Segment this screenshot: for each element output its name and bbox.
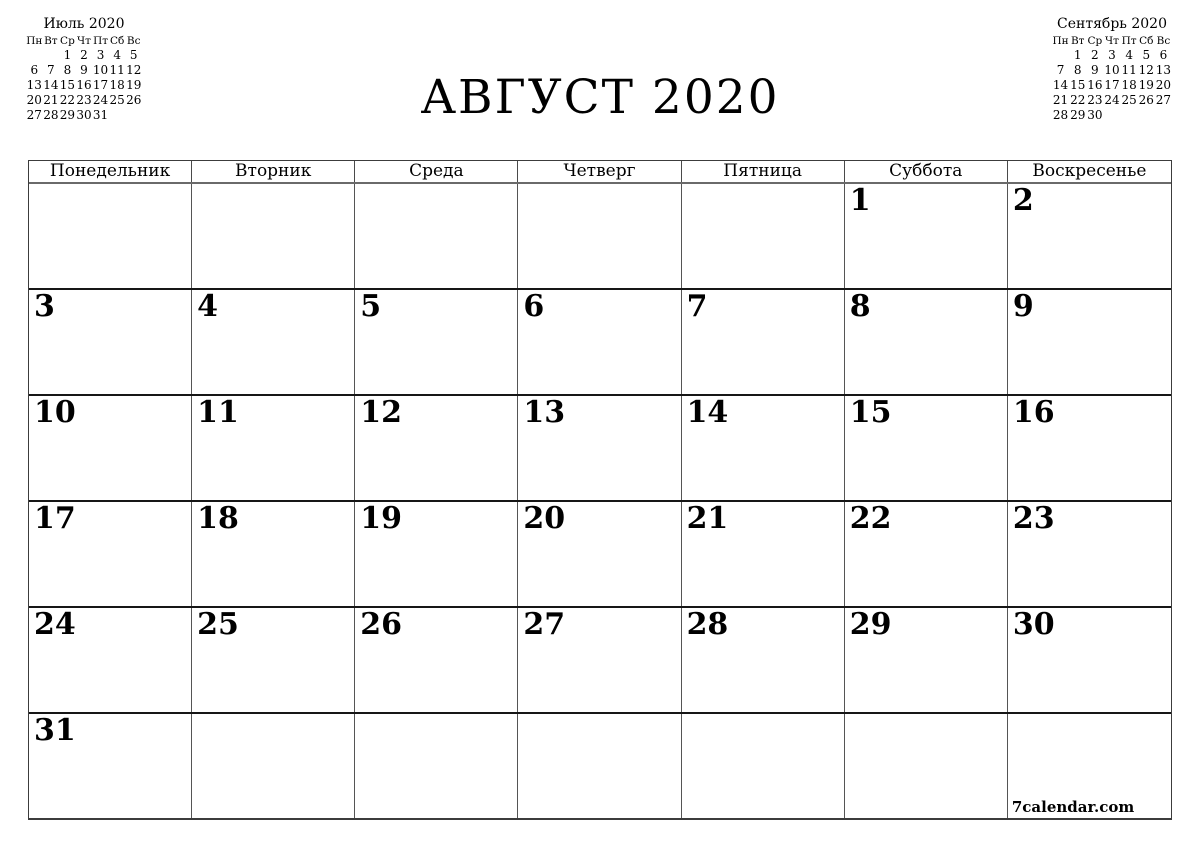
mini-day: 28 xyxy=(43,108,59,122)
mini-day: 9 xyxy=(80,63,88,77)
watermark-text: 7calendar.com xyxy=(1011,798,1135,816)
month-grid xyxy=(28,160,1172,820)
day-number: 12 xyxy=(360,395,403,430)
day-cell xyxy=(355,714,518,818)
mini-day xyxy=(1052,48,1069,63)
day-cell xyxy=(192,714,355,818)
mini-day-header: Вт xyxy=(1070,35,1085,47)
day-number: 20 xyxy=(523,501,566,536)
day-cell xyxy=(682,502,845,606)
mini-day: 10 xyxy=(92,63,109,77)
mini-day-header: Сб xyxy=(109,35,125,47)
day-cell xyxy=(845,290,1008,394)
day-cell xyxy=(192,396,355,500)
day-number: 8 xyxy=(849,289,871,324)
day-cell xyxy=(355,184,518,288)
mini-day: 6 xyxy=(1159,48,1168,62)
mini-day: 12 xyxy=(1138,63,1154,77)
mini-day: 4 xyxy=(1125,48,1133,62)
weekday-header-monday: Понедельник xyxy=(29,161,192,182)
mini-calendar-july-title: Июль 2020 xyxy=(43,16,125,32)
mini-day: 4 xyxy=(113,48,121,62)
page-title: АВГУСТ 2020 xyxy=(420,70,780,125)
day-cell xyxy=(29,184,192,288)
mini-day: 22 xyxy=(59,93,76,107)
mini-day: 20 xyxy=(1155,78,1172,92)
day-cell xyxy=(1008,184,1171,288)
day-number: 9 xyxy=(1012,289,1034,324)
mini-day: 15 xyxy=(59,78,76,92)
mini-day: 3 xyxy=(96,48,105,62)
mini-day: 8 xyxy=(63,63,72,77)
mini-day: 27 xyxy=(1155,93,1172,107)
mini-day: 25 xyxy=(1121,93,1137,107)
weekday-header-friday: Пятница xyxy=(682,161,845,182)
mini-day: 12 xyxy=(126,63,142,77)
mini-day-header: Ср xyxy=(60,35,75,47)
day-cell xyxy=(355,396,518,500)
mini-day: 22 xyxy=(1070,93,1086,107)
mini-day: 8 xyxy=(1073,63,1082,77)
day-cell xyxy=(518,290,681,394)
day-number: 1 xyxy=(849,183,871,218)
day-cell xyxy=(845,396,1008,500)
mini-day: 7 xyxy=(47,63,55,77)
day-cell xyxy=(29,502,192,606)
day-cell xyxy=(192,184,355,288)
day-cell xyxy=(1008,396,1171,500)
day-cell xyxy=(1008,608,1171,712)
mini-day: 24 xyxy=(92,93,109,107)
day-number: 27 xyxy=(523,607,566,642)
mini-day: 18 xyxy=(1121,78,1137,92)
day-cell xyxy=(518,502,681,606)
mini-calendar-september xyxy=(1052,16,1172,123)
day-cell xyxy=(29,396,192,500)
day-cell xyxy=(518,714,681,818)
mini-day: 30 xyxy=(76,108,92,122)
week-row xyxy=(29,396,1171,502)
mini-day: 17 xyxy=(1104,78,1120,92)
mini-day: 18 xyxy=(109,78,125,92)
day-number: 14 xyxy=(686,395,729,430)
day-cell xyxy=(355,290,518,394)
mini-calendar-september-grid xyxy=(1052,35,1172,123)
day-cell xyxy=(1008,714,1171,818)
day-number: 13 xyxy=(523,395,566,430)
week-row xyxy=(29,290,1171,396)
mini-day-header: Вс xyxy=(126,35,141,47)
mini-day: 20 xyxy=(26,93,42,107)
day-cell xyxy=(192,608,355,712)
mini-day xyxy=(1155,108,1172,123)
mini-day-header: Пт xyxy=(1121,35,1137,47)
mini-day xyxy=(1103,108,1120,123)
day-cell xyxy=(682,714,845,818)
week-row xyxy=(29,184,1171,290)
day-cell xyxy=(29,608,192,712)
week-row xyxy=(29,502,1171,608)
weekday-header-wednesday: Среда xyxy=(355,161,518,182)
weekday-header-sunday: Воскресенье xyxy=(1032,161,1147,181)
mini-day: 11 xyxy=(1121,63,1137,77)
day-number: 18 xyxy=(197,501,239,536)
mini-calendar-september-title: Сентябрь 2020 xyxy=(1057,16,1167,32)
week-row xyxy=(29,714,1171,818)
mini-day: 25 xyxy=(109,93,125,107)
mini-day: 26 xyxy=(126,93,142,107)
mini-day xyxy=(1121,108,1138,123)
day-cell xyxy=(192,502,355,606)
day-number: 3 xyxy=(34,289,55,324)
day-number: 19 xyxy=(360,501,403,536)
day-number: 15 xyxy=(849,395,892,430)
mini-day xyxy=(26,48,43,63)
mini-day: 2 xyxy=(80,48,88,62)
mini-day: 6 xyxy=(30,63,39,77)
mini-day: 30 xyxy=(1087,108,1103,122)
day-cell xyxy=(682,290,845,394)
day-cell xyxy=(845,714,1008,818)
day-cell xyxy=(845,502,1008,606)
day-cell xyxy=(518,184,681,288)
day-number: 30 xyxy=(1012,607,1055,642)
weekday-header-tuesday: Вторник xyxy=(192,161,355,182)
day-cell xyxy=(1008,290,1171,394)
day-cell xyxy=(682,184,845,288)
mini-day xyxy=(43,48,60,63)
day-number: 5 xyxy=(360,289,382,324)
mini-day: 1 xyxy=(63,48,72,62)
mini-day: 7 xyxy=(1056,63,1065,77)
weeks-container xyxy=(29,184,1171,818)
day-number: 23 xyxy=(1012,501,1055,536)
day-number: 31 xyxy=(34,713,76,748)
mini-day: 23 xyxy=(1087,93,1103,107)
day-number: 26 xyxy=(360,607,403,642)
mini-day: 5 xyxy=(1142,48,1151,62)
day-number: 4 xyxy=(197,289,219,324)
mini-day: 15 xyxy=(1070,78,1086,92)
day-cell xyxy=(682,608,845,712)
mini-day xyxy=(1138,108,1155,123)
day-number: 29 xyxy=(849,607,892,642)
mini-day: 13 xyxy=(26,78,42,92)
mini-day: 21 xyxy=(43,93,59,107)
weekday-header-thursday: Четверг xyxy=(518,161,681,182)
day-cell xyxy=(29,714,192,818)
weekday-header-row xyxy=(29,161,1171,184)
mini-day: 19 xyxy=(1138,78,1154,92)
day-cell xyxy=(355,502,518,606)
mini-day: 27 xyxy=(26,108,42,122)
mini-day: 31 xyxy=(92,108,109,122)
mini-day-header: Вт xyxy=(44,35,58,47)
day-cell xyxy=(518,396,681,500)
day-cell xyxy=(845,608,1008,712)
day-number: 16 xyxy=(1012,395,1055,430)
day-number: 11 xyxy=(197,395,239,430)
day-number: 17 xyxy=(34,501,76,536)
mini-day: 14 xyxy=(1052,78,1069,92)
day-number: 25 xyxy=(197,607,239,642)
weekday-header-saturday: Суббота xyxy=(845,161,1008,182)
mini-day-header: Чт xyxy=(1105,35,1119,47)
week-row xyxy=(29,608,1171,714)
mini-day: 11 xyxy=(109,63,125,77)
day-cell xyxy=(29,290,192,394)
mini-day: 13 xyxy=(1155,63,1172,77)
mini-day: 3 xyxy=(1108,48,1116,62)
mini-day: 26 xyxy=(1138,93,1154,107)
mini-day: 10 xyxy=(1104,63,1120,77)
day-number: 10 xyxy=(34,395,76,430)
mini-day: 23 xyxy=(76,93,92,107)
mini-day: 16 xyxy=(1087,78,1103,92)
day-cell xyxy=(355,608,518,712)
day-number: 24 xyxy=(34,607,76,642)
mini-day-header: Пн xyxy=(26,35,43,47)
mini-day: 19 xyxy=(126,78,142,92)
mini-day: 2 xyxy=(1091,48,1099,62)
mini-day: 24 xyxy=(1104,93,1120,107)
day-number: 7 xyxy=(686,289,708,324)
mini-day: 9 xyxy=(1091,63,1099,77)
mini-day: 28 xyxy=(1052,108,1069,122)
day-number: 28 xyxy=(686,607,729,642)
mini-day: 17 xyxy=(92,78,109,92)
day-cell xyxy=(192,290,355,394)
day-cell xyxy=(682,396,845,500)
mini-day-header: Сб xyxy=(1139,35,1154,47)
mini-day: 5 xyxy=(129,48,138,62)
mini-day: 21 xyxy=(1052,93,1069,107)
mini-day: 16 xyxy=(76,78,92,92)
day-number: 21 xyxy=(686,501,729,536)
day-number: 22 xyxy=(849,501,892,536)
day-cell xyxy=(845,184,1008,288)
mini-day: 1 xyxy=(1073,48,1082,62)
day-cell xyxy=(1008,502,1171,606)
day-cell xyxy=(518,608,681,712)
mini-day-header: Пн xyxy=(1052,35,1069,47)
day-number: 6 xyxy=(523,289,545,324)
mini-day: 29 xyxy=(59,108,76,122)
mini-day-header: Ср xyxy=(1087,35,1103,47)
mini-day: 29 xyxy=(1070,108,1086,122)
mini-day-header: Вс xyxy=(1156,35,1171,47)
mini-day-header: Чт xyxy=(77,35,91,47)
day-number: 2 xyxy=(1012,183,1034,218)
mini-day-header: Пт xyxy=(93,35,109,47)
mini-day: 14 xyxy=(43,78,59,92)
